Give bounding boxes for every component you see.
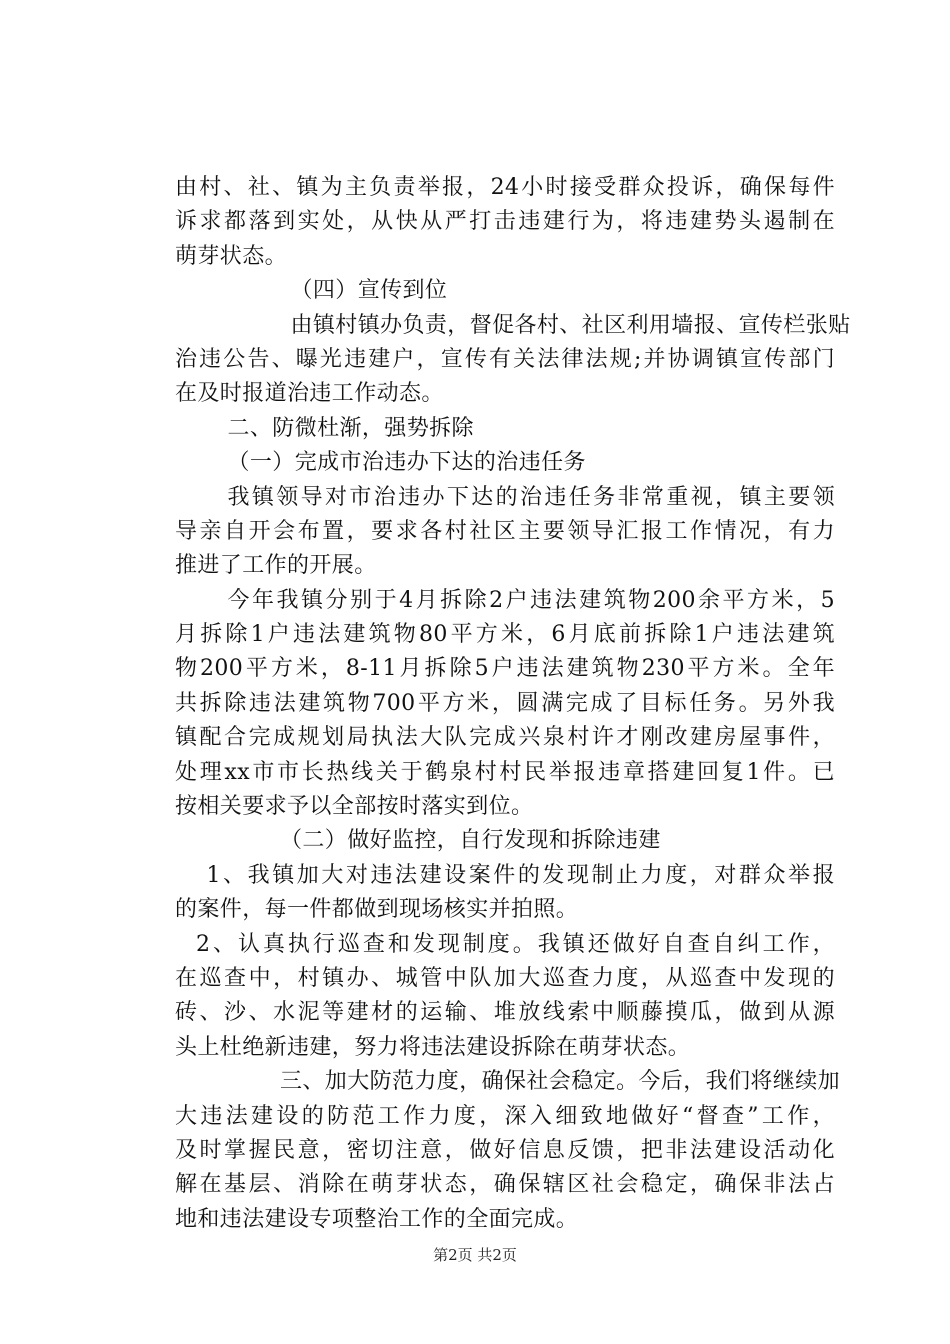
paragraph-line: 由村、社、镇为主负责举报，24小时接受群众投诉，确保每件 xyxy=(175,175,835,200)
paragraph-line: 的案件，每一件都做到现场核实并拍照。 xyxy=(175,897,579,923)
paragraph-line: （二）做好监控，自行发现和拆除违建 xyxy=(280,828,661,854)
paragraph-line: 推进了工作的开展。 xyxy=(175,553,377,579)
paragraph-line: 由镇村镇办负责，督促各村、社区利用墙报、宣传栏张贴 xyxy=(290,312,851,338)
paragraph-line: 诉求都落到实处，从快从严打击违建行为，将违建势头遏制在 xyxy=(175,209,835,235)
paragraph-line: 治违公告、曝光违建户，宣传有关法律法规;并协调镇宣传部门 xyxy=(175,346,835,372)
document-body xyxy=(175,171,851,1237)
paragraph-line: （一）完成市治违办下达的治违任务 xyxy=(227,450,586,476)
paragraph-line: 三、加大防范力度，确保社会稳定。今后，我们将继续加 xyxy=(280,1069,841,1095)
paragraph-line: 导亲自开会布置，要求各村社区主要领导汇报工作情况，有力 xyxy=(175,518,835,544)
paragraph-line: 共拆除违法建筑物700平方米，圆满完成了目标任务。另外我 xyxy=(175,690,835,716)
paragraph-line: 头上杜绝新违建，努力将违法建设拆除在萌芽状态。 xyxy=(175,1034,691,1060)
paragraph-line: 及时掌握民意，密切注意，做好信息反馈，把非法建设活动化 xyxy=(175,1137,835,1163)
paragraph-line: 在巡查中，村镇办、城管中队加大巡查力度，从巡查中发现的 xyxy=(175,965,835,991)
page-footer: 第2页 共2页 xyxy=(433,1246,517,1264)
paragraph-line: 砖、沙、水泥等建材的运输、堆放线索中顺藤摸瓜，做到从源 xyxy=(175,1000,835,1026)
paragraph-line: 月拆除1户违法建筑物80平方米，6月底前拆除1户违法建筑 xyxy=(175,622,835,648)
paragraph-line: 今年我镇分别于4月拆除2户违法建筑物200余平方米，5 xyxy=(227,587,835,613)
paragraph-line: 我镇领导对市治违办下达的治违任务非常重视，镇主要领 xyxy=(227,484,835,510)
paragraph-line: 2、认真执行巡查和发现制度。我镇还做好自查自纠工作， xyxy=(196,931,835,957)
paragraph-line: 地和违法建设专项整治工作的全面完成。 xyxy=(175,1206,579,1232)
paragraph-line: 萌芽状态。 xyxy=(175,243,288,269)
paragraph-line: 大违法建设的防范工作力度，深入细致地做好“督查”工作， xyxy=(175,1103,835,1129)
paragraph-line: 解在基层、消除在萌芽状态，确保辖区社会稳定，确保非法占 xyxy=(175,1172,835,1198)
paragraph-line: 1、我镇加大对违法建设案件的发现制止力度，对群众举报 xyxy=(206,862,835,888)
paragraph-line: 二、防微杜渐，强势拆除 xyxy=(227,415,474,441)
paragraph-line: 在及时报道治违工作动态。 xyxy=(175,381,444,407)
paragraph-line: 处理xx市市长热线关于鹤泉村村民举报违章搭建回复1件。已 xyxy=(175,759,835,785)
paragraph-line: （四）宣传到位 xyxy=(290,278,448,304)
paragraph-line: 镇配合完成规划局执法大队完成兴泉村许才刚改建房屋事件， xyxy=(175,725,835,751)
paragraph-line: 物200平方米，8-11月拆除5户违法建筑物230平方米。全年 xyxy=(175,656,835,682)
paragraph-line: 按相关要求予以全部按时落实到位。 xyxy=(175,794,534,820)
